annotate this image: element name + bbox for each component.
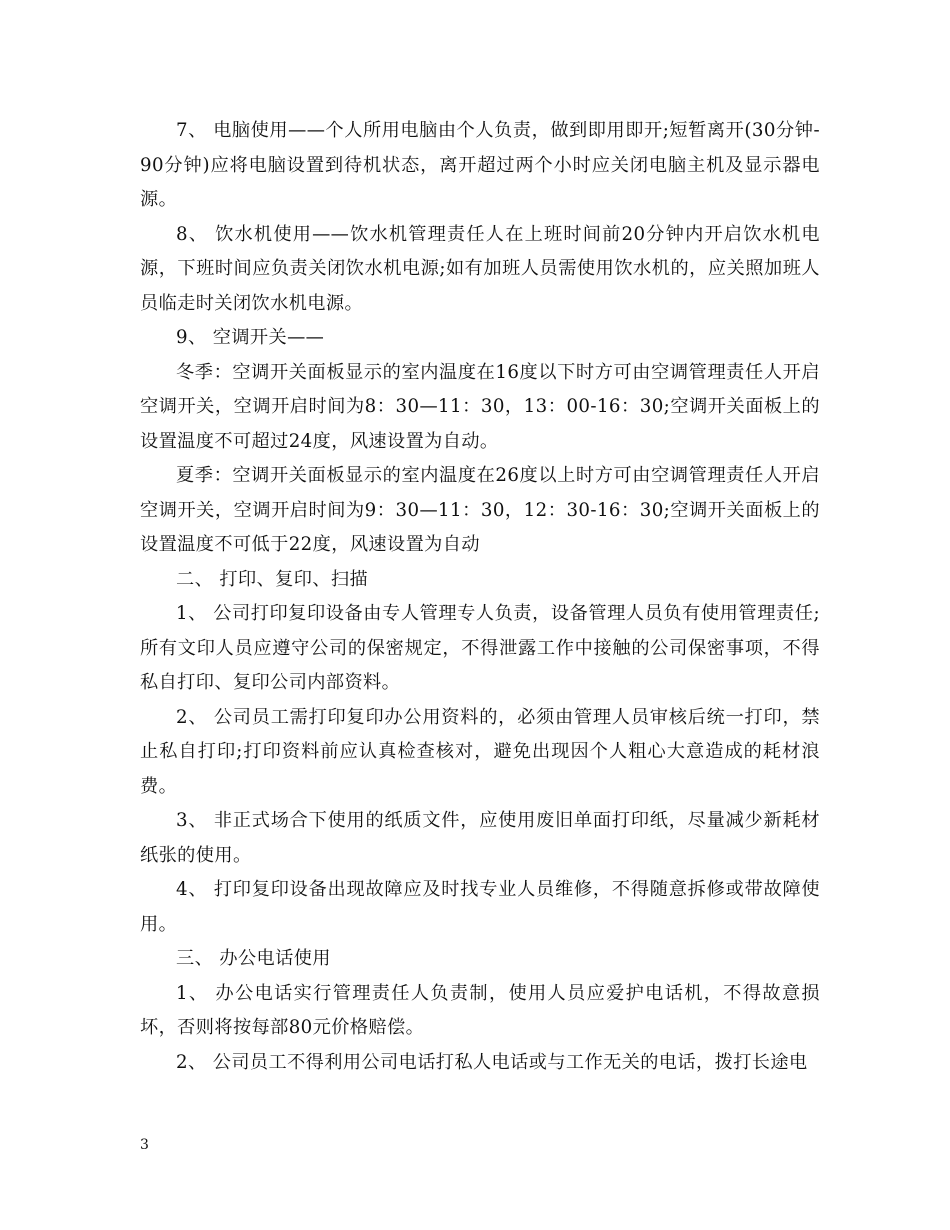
paragraph-air-conditioner-heading: 9、 空调开关—— <box>176 327 325 348</box>
paragraph-winter-rules: 冬季：空调开关面板显示的室内温度在16度以下时方可由空调管理责任人开启空调开关，空调开启时间为8：30—11：30，13：00-16：30;空调开关面板上的设置温度不可超过24度，风速设置为自动。 <box>140 361 820 452</box>
paragraph-telephone-1: 1、 办公电话实行管理责任人负责制，使用人员应爱护电话机，不得故意损坏，否则将按每部80元价格赔偿。 <box>140 982 820 1038</box>
section-heading-telephone: 三、 办公电话使用 <box>176 948 331 969</box>
paragraph-computer-use: 7、 电脑使用——个人所用电脑由个人负责，做到即用即开;短暂离开(30分钟-90分钟)应将电脑设置到待机状态，离开超过两个小时应关闭电脑主机及显示器电源。 <box>140 120 820 210</box>
paragraph-printing-2: 2、 公司员工需打印复印办公用资料的，必须由管理人员审核后统一打印，禁止私自打印;打印资料前应认真检查核对，避免出现因个人粗心大意造成的耗材浪费。 <box>140 706 820 797</box>
paragraph-printing-1: 1、 公司打印复印设备由专人管理专人负责，设备管理人员负有使用管理责任;所有文印人员应遵守公司的保密规定，不得泄露工作中接触的公司保密事项，不得私自打印、复印公司内部资料。 <box>140 603 820 693</box>
paragraph-printing-4: 4、 打印复印设备出现故障应及时找专业人员维修，不得随意拆修或带故障使用。 <box>140 879 820 935</box>
paragraph-printing-3: 3、 非正式场合下使用的纸质文件，应使用废旧单面打印纸，尽量减少新耗材纸张的使用。 <box>140 810 820 866</box>
page-number: 3 <box>140 1137 149 1153</box>
paragraph-summer-rules: 夏季：空调开关面板显示的室内温度在26度以上时方可由空调管理责任人开启空调开关，空调开启时间为9：30—11：30，12：30-16：30;空调开关面板上的设置温度不可低于22度，风速设置为自动 <box>140 465 820 555</box>
paragraph-telephone-2: 2、 公司员工不得利用公司电话打私人电话或与工作无关的电话，拨打长途电 <box>176 1051 808 1073</box>
section-heading-printing: 二、 打印、复印、扫描 <box>176 568 369 590</box>
paragraph-water-dispenser: 8、 饮水机使用——饮水机管理责任人在上班时间前20分钟内开启饮水机电源，下班时间应负责关闭饮水机电源;如有加班人员需使用饮水机的，应关照加班人员临走时关闭饮水机电源。 <box>140 223 820 314</box>
document-body <box>140 114 820 1080</box>
